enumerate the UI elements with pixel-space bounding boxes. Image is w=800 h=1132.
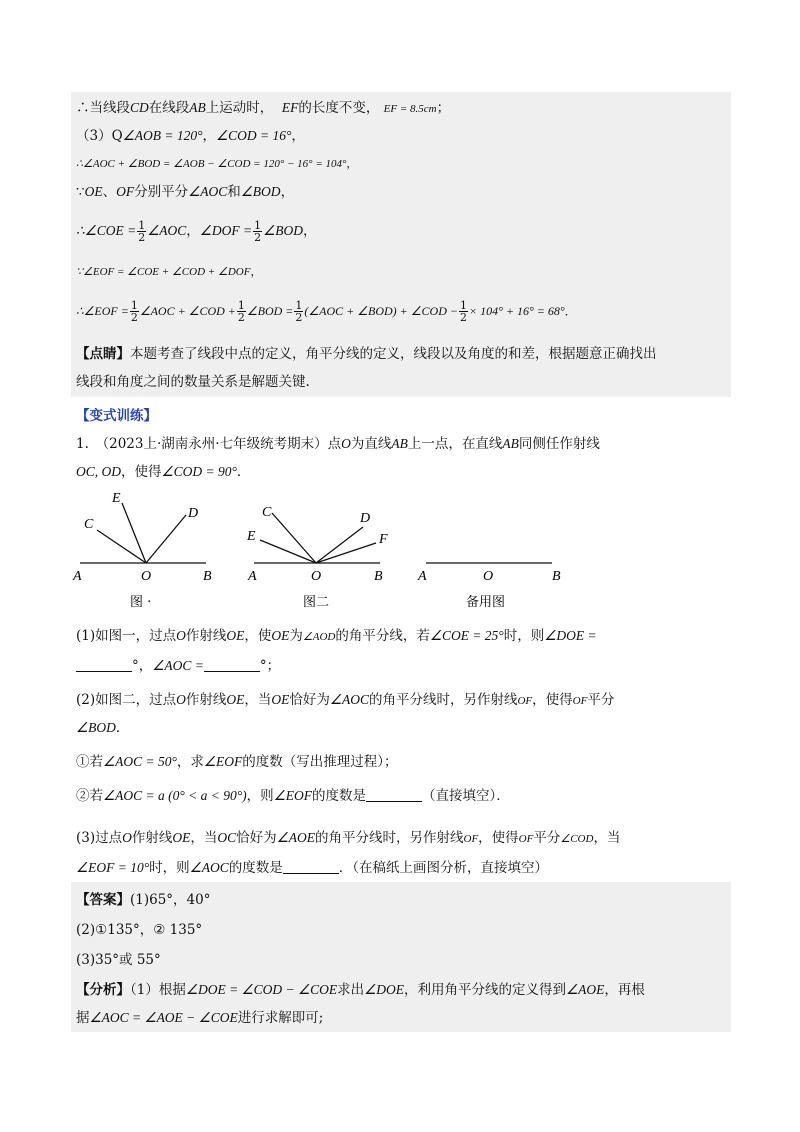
label-d: D <box>188 506 199 521</box>
label-c: C <box>84 517 94 532</box>
answer-blank[interactable] <box>283 859 339 874</box>
label-a: A <box>248 569 257 584</box>
answer-blank[interactable] <box>204 657 260 672</box>
question-2-part-1: ①若∠AOC = 50°，求∠EOF的度数（写出推理过程）； <box>76 754 398 770</box>
answer-line-1: 【答案】(1)65°，40° <box>76 892 211 908</box>
label-c: C <box>262 505 272 520</box>
label-b: B <box>374 569 383 584</box>
answer-line-2: (2)①135°，② 135° <box>76 922 203 938</box>
ray-od <box>316 527 363 563</box>
question-2-line-2: ∠BOD． <box>76 720 130 736</box>
comment-line-2: 线段和角度之间的数量关系是解题关键. <box>76 374 310 390</box>
label-e: E <box>112 491 121 506</box>
solution-line-2: （3）Q∠AOB = 120°，∠COD = 16°， <box>76 128 305 144</box>
fraction-half: $\frac{1}{2}$ <box>459 299 467 324</box>
label-b: B <box>203 569 212 584</box>
ray-oe <box>122 503 146 563</box>
question-3-line-1: (3)过点O作射线OE，当OC恰好为∠AOE的角平分线时，另作射线OF，使得OF平分∠COD，当 <box>76 830 621 846</box>
ray-oc <box>97 530 146 563</box>
section-title: 【变式训练】 <box>76 408 157 424</box>
fraction-half: $\frac{1}{2}$ <box>254 219 262 244</box>
label-o: O <box>141 569 152 584</box>
label-o: O <box>311 569 322 584</box>
ray-of <box>316 543 376 563</box>
solution-line-7: ∴∠EOF = $\frac{1}{2}$ ∠AOC + ∠COD + $\frac{1}{2}$ ∠BOD = $\frac{1}{2}$ (∠AOC + ∠BOD) + ∠COD − $\frac{1}{2}$ × 104° + 16° = 68°． <box>76 299 577 324</box>
solution-line-6: ∵∠EOF = ∠COE + ∠COD + ∠DOF， <box>76 265 262 278</box>
caption-figure-two: 图二 <box>303 595 330 610</box>
analysis-line-1: 【分析】（1）根据∠DOE = ∠COD − ∠COE求出∠DOE，利用角平分线的定义得到∠AOE，再根 <box>76 982 645 998</box>
answer-line-3: (3)35°或 55° <box>76 952 161 968</box>
question-2-line-1: (2)如图二，过点O作射线OE，当OE恰好为∠AOC的角平分线时，另作射线OF，使得OF平分 <box>76 692 615 708</box>
solution-line-5: ∴∠COE = $\frac{1}{2}$ ∠AOC，∠DOF = $\frac{1}{2}$ ∠BOD， <box>76 219 317 244</box>
figures <box>0 490 800 620</box>
label-d: D <box>360 511 371 526</box>
ray-od <box>146 515 186 563</box>
label-a: A <box>418 569 427 584</box>
question-1-line-1: (1)如图一，过点O作射线OE，使OE为∠AOD的角平分线，若∠COE = 25°时，则∠DOE = <box>76 628 597 644</box>
solution-line-4: ∵OE、OF分别平分∠AOC和∠BOD， <box>76 184 295 200</box>
fraction-half: $\frac{1}{2}$ <box>138 219 146 244</box>
caption-figure-one: 图 · <box>130 595 152 610</box>
ray-oe <box>260 540 316 563</box>
answer-blank[interactable] <box>76 657 132 672</box>
problem-line-2: OC, OD，使得∠COD = 90°． <box>76 464 251 480</box>
label-a: A <box>73 569 82 584</box>
question-1-line-2: °，∠AOC = °； <box>76 656 280 676</box>
fraction-half: $\frac{1}{2}$ <box>237 299 245 324</box>
label-e: E <box>247 529 256 544</box>
fraction-half: $\frac{1}{2}$ <box>130 299 138 324</box>
problem-line-1: 1. （2023上·湖南永州·七年级统考期末）点O为直线AB上一点，在直线AB同侧任作射线 <box>76 436 600 452</box>
solution-line-3: ∴∠AOC + ∠BOD = ∠AOB − ∠COD = 120° − 16° = 104°， <box>76 157 358 170</box>
caption-spare-figure: 备用图 <box>466 595 506 610</box>
question-3-line-2: ∠EOF = 10°时，则∠AOC的度数是 ．（在稿纸上画图分析，直接填空） <box>76 860 548 876</box>
solution-line-1: ∴当线段CD在线段AB上运动时， EF的长度不变， EF = 8.5cm； <box>76 100 451 116</box>
label-o: O <box>483 569 494 584</box>
label-b: B <box>552 569 561 584</box>
fraction-half: $\frac{1}{2}$ <box>295 299 303 324</box>
comment-line-1: 【点睛】本题考查了线段中点的定义，角平分线的定义，线段以及角度的和差，根据题意正确找出 <box>76 346 657 362</box>
label-f: F <box>379 532 388 547</box>
analysis-line-2: 据∠AOC = ∠AOE − ∠COE进行求解即可; <box>76 1010 324 1026</box>
answer-blank[interactable] <box>366 787 422 802</box>
ray-oc <box>272 513 316 563</box>
question-2-part-2: ②若∠AOC = a (0° < a < 90°)，则∠EOF的度数是 （直接填空）． <box>76 788 510 804</box>
